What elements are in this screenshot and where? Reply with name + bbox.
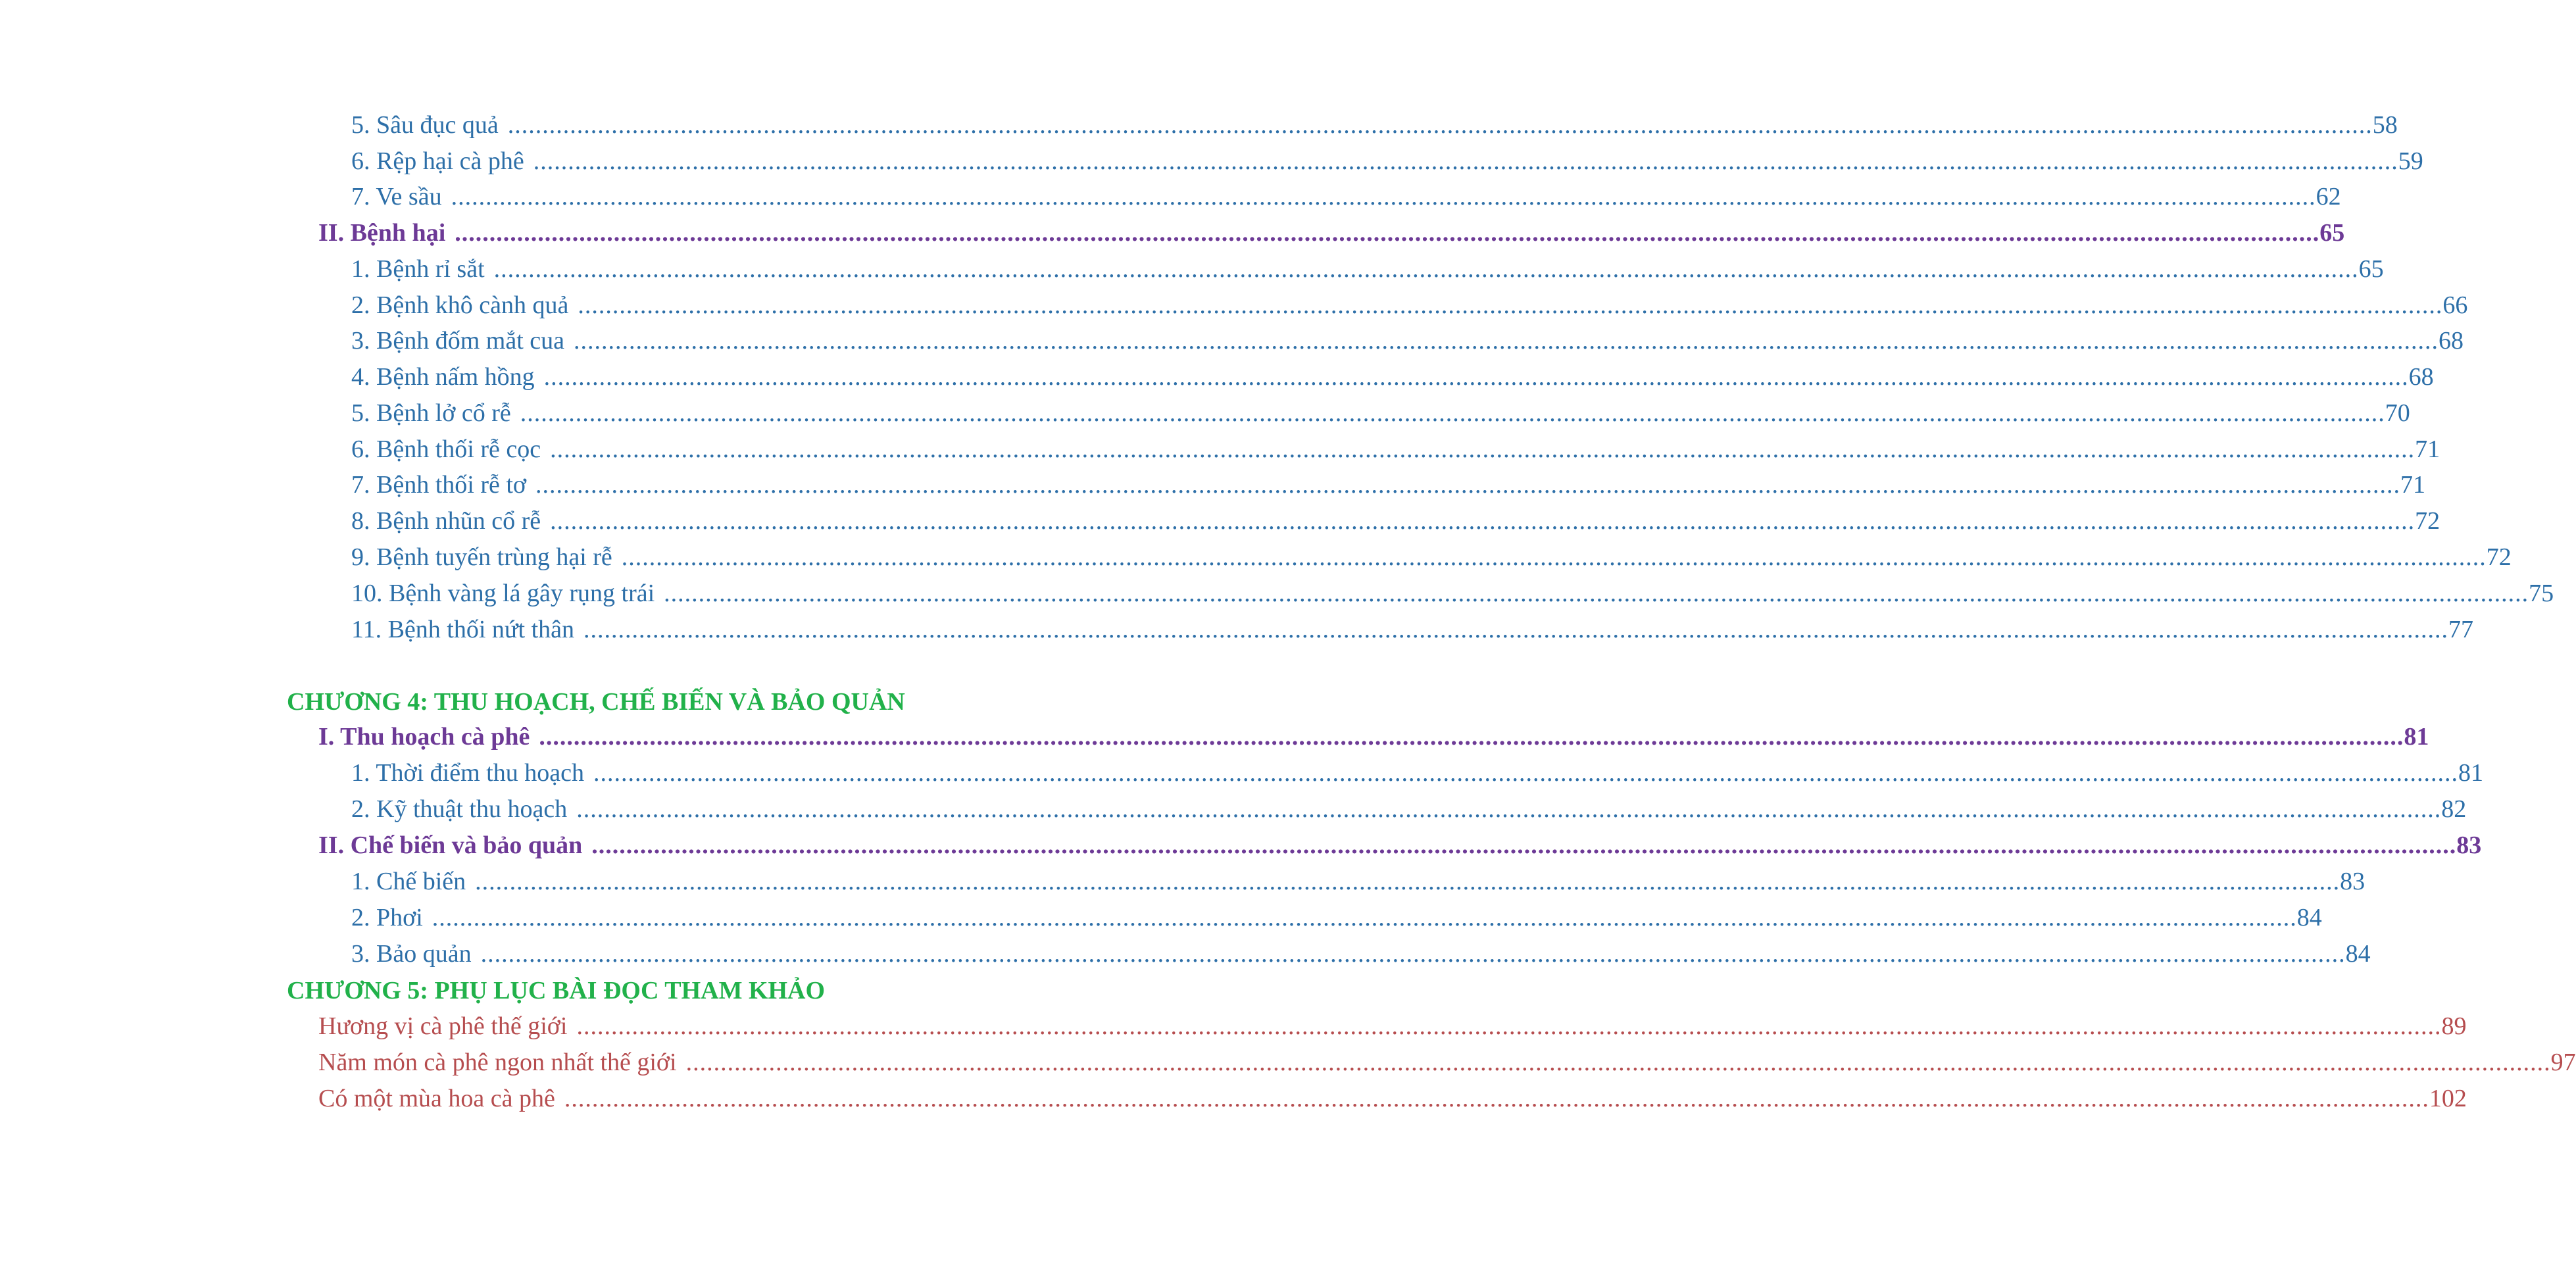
entry-title: I. Thu hoạch cà phê (318, 723, 530, 751)
dot-leader: .............................................................................................................................................................................................................................................................................. (578, 291, 2443, 319)
entry-title: 2. Kỹ thuật thu hoạch (351, 795, 568, 823)
toc-subentry (351, 614, 2473, 645)
toc-subentry (351, 866, 2365, 897)
entry-title: 5. Bệnh lở cổ rễ (351, 399, 511, 427)
entry-title: 1. Bệnh rỉ sắt (351, 255, 485, 283)
entry-title: 7. Bệnh thối rễ tơ (351, 471, 526, 499)
toc-subentry (351, 505, 2440, 537)
dot-leader: .............................................................................................................................................................................................................................................................................. (593, 759, 2458, 787)
entry-title: 6. Bệnh thối rễ cọc (351, 435, 541, 463)
toc-section-entry (318, 830, 2482, 861)
page-number: 81 (2404, 723, 2429, 751)
page-number: 77 (2448, 616, 2473, 643)
toc-subentry (351, 289, 2468, 321)
toc-reading-entry (318, 1010, 2467, 1042)
page-number: 72 (2415, 507, 2440, 535)
dot-leader: .............................................................................................................................................................................................................................................................................. (591, 831, 2457, 859)
dot-leader: .............................................................................................................................................................................................................................................................................. (432, 904, 2297, 931)
toc-reading-entry (318, 1083, 2467, 1114)
toc-subentry (351, 541, 2512, 573)
page-number: 83 (2456, 831, 2482, 859)
toc-subentry (351, 145, 2423, 177)
entry-title: 2. Bệnh khô cành quả (351, 291, 569, 319)
dot-leader: .............................................................................................................................................................................................................................................................................. (576, 795, 2442, 823)
entry-title: 8. Bệnh nhũn cổ rễ (351, 507, 541, 535)
entry-title: II. Bệnh hại (318, 219, 446, 247)
page-number: 65 (2319, 219, 2345, 247)
toc-subentry (351, 793, 2467, 825)
dot-leader: .............................................................................................................................................................................................................................................................................. (573, 327, 2439, 355)
toc-subentry (351, 938, 2371, 970)
page-number: 66 (2442, 291, 2468, 319)
entry-title: 10. Bệnh vàng lá gây rụng trái (351, 580, 655, 607)
page-number: 68 (2438, 327, 2464, 355)
entry-title: 6. Rệp hại cà phê (351, 147, 524, 175)
dot-leader: .............................................................................................................................................................................................................................................................................. (664, 580, 2529, 607)
dot-leader: .............................................................................................................................................................................................................................................................................. (685, 1049, 2551, 1076)
page-number: 72 (2486, 543, 2512, 571)
page-number: 70 (2385, 399, 2410, 427)
page-number: 81 (2458, 759, 2483, 787)
page-number: 102 (2429, 1085, 2467, 1112)
page-number: 62 (2316, 183, 2341, 210)
toc-subentry (351, 109, 2398, 141)
chapter-heading: CHƯƠNG 4: THU HOẠCH, CHẾ BIẾN VÀ BẢO QUẢN (287, 688, 905, 716)
page-number: 59 (2398, 147, 2423, 175)
toc-subentry (351, 397, 2410, 429)
dot-leader: .............................................................................................................................................................................................................................................................................. (550, 507, 2415, 535)
entry-title: 11. Bệnh thối nứt thân (351, 616, 574, 643)
page-number: 84 (2296, 904, 2322, 931)
entry-title: 7. Ve sầu (351, 183, 442, 210)
toc-subentry (351, 578, 2554, 609)
page-number: 83 (2340, 868, 2365, 895)
toc-reading-entry (318, 1047, 2576, 1078)
entry-title: II. Chế biến và bảo quản (318, 831, 583, 859)
toc-subentry (351, 361, 2434, 393)
entry-title: 1. Chế biến (351, 868, 466, 895)
dot-leader: .............................................................................................................................................................................................................................................................................. (520, 399, 2385, 427)
dot-leader: .............................................................................................................................................................................................................................................................................. (455, 219, 2320, 247)
page-number: 75 (2529, 580, 2554, 607)
page-number: 65 (2358, 255, 2384, 283)
toc-subentry (351, 325, 2464, 357)
dot-leader: .............................................................................................................................................................................................................................................................................. (507, 111, 2373, 139)
entry-title: 5. Sâu đục quả (351, 111, 499, 139)
dot-leader: .............................................................................................................................................................................................................................................................................. (533, 147, 2398, 175)
dot-leader: .............................................................................................................................................................................................................................................................................. (535, 471, 2400, 499)
dot-leader: .............................................................................................................................................................................................................................................................................. (576, 1012, 2442, 1040)
entry-title: 2. Phơi (351, 904, 423, 931)
page-number: 84 (2345, 940, 2371, 968)
page-number: 89 (2441, 1012, 2467, 1040)
toc-subentry (351, 253, 2384, 285)
page-number: 71 (2415, 435, 2440, 463)
toc-subentry (351, 469, 2425, 501)
dot-leader: .............................................................................................................................................................................................................................................................................. (539, 723, 2404, 751)
entry-title: 3. Bảo quản (351, 940, 472, 968)
dot-leader: .............................................................................................................................................................................................................................................................................. (451, 183, 2316, 210)
entry-title: Có một mùa hoa cà phê (318, 1085, 555, 1112)
entry-title: 4. Bệnh nấm hồng (351, 363, 535, 391)
dot-leader: .............................................................................................................................................................................................................................................................................. (550, 435, 2415, 463)
toc-subentry (351, 181, 2341, 212)
page-number: 58 (2372, 111, 2398, 139)
toc-section-entry (318, 721, 2429, 753)
entry-title: 9. Bệnh tuyến trùng hại rễ (351, 543, 612, 571)
dot-leader: .............................................................................................................................................................................................................................................................................. (493, 255, 2359, 283)
toc-subentry (351, 902, 2322, 933)
dot-leader: .............................................................................................................................................................................................................................................................................. (475, 868, 2341, 895)
entry-title: 1. Thời điểm thu hoạch (351, 759, 584, 787)
entry-title: Hương vị cà phê thế giới (318, 1012, 568, 1040)
dot-leader: .............................................................................................................................................................................................................................................................................. (543, 363, 2409, 391)
dot-leader: .............................................................................................................................................................................................................................................................................. (583, 616, 2448, 643)
dot-leader: .............................................................................................................................................................................................................................................................................. (480, 940, 2346, 968)
page-number: 71 (2400, 471, 2425, 499)
page-number: 68 (2408, 363, 2434, 391)
entry-title: 3. Bệnh đốm mắt cua (351, 327, 564, 355)
entry-title: Năm món cà phê ngon nhất thế giới (318, 1049, 677, 1076)
page-number: 97 (2550, 1049, 2576, 1076)
chapter-heading: CHƯƠNG 5: PHỤ LỤC BÀI ĐỌC THAM KHẢO (287, 977, 826, 1004)
toc-section-entry (318, 217, 2345, 249)
page-number: 82 (2441, 795, 2467, 823)
toc-subentry (351, 433, 2440, 465)
dot-leader: .............................................................................................................................................................................................................................................................................. (621, 543, 2487, 571)
toc-subentry (351, 757, 2483, 789)
dot-leader: .............................................................................................................................................................................................................................................................................. (564, 1085, 2429, 1112)
